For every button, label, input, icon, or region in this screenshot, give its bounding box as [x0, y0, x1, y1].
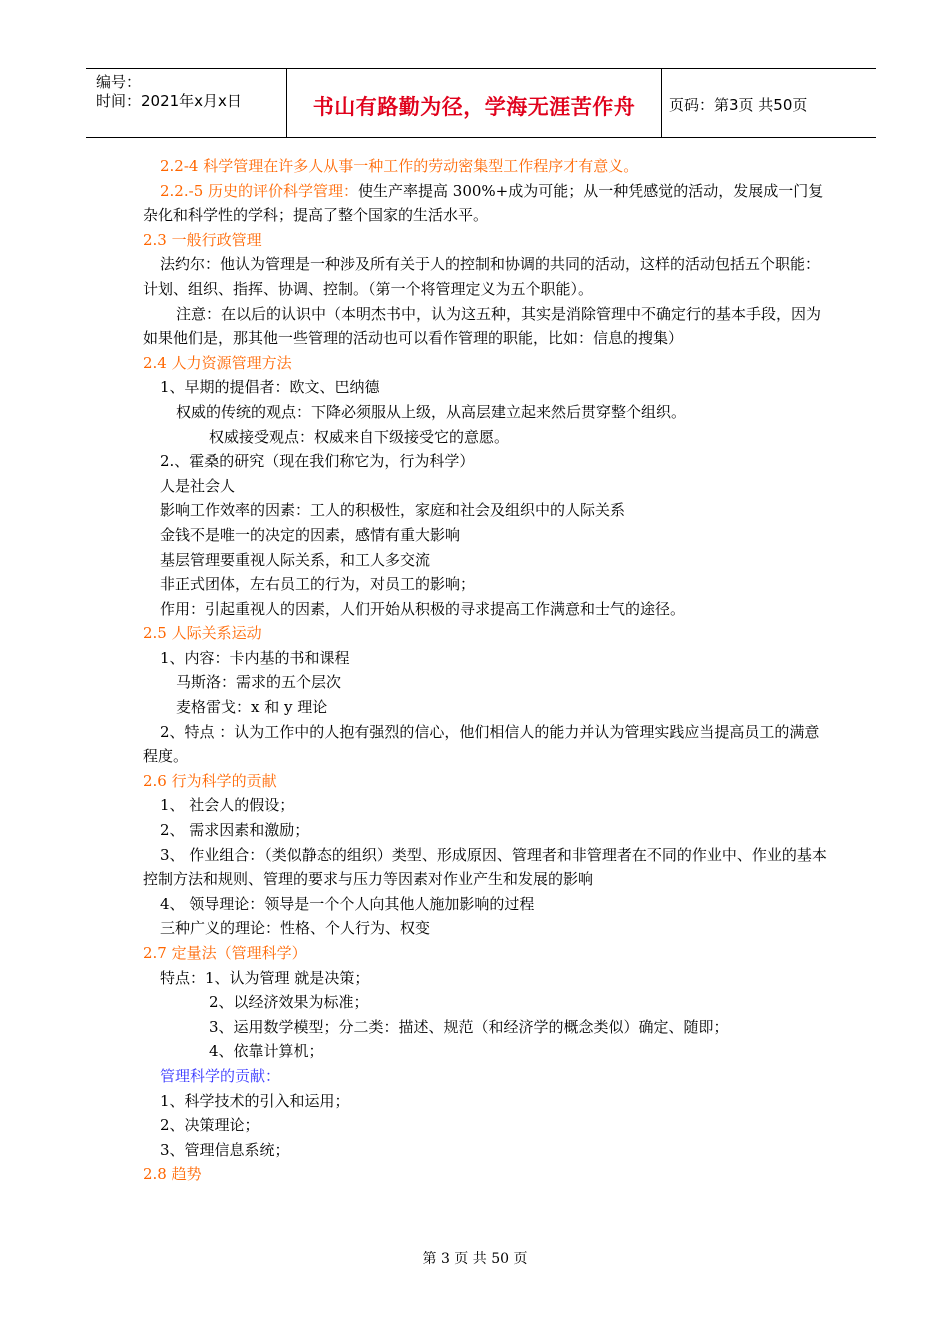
section-heading: 2.2-4 科学管理在许多人从事一种工作的劳动密集型工作程序才有意义。: [160, 157, 639, 175]
paragraph-text: 使生产率提高 300%+成为可能；从一种凭感觉的活动，发展成一门复杂化和科学性的学科；提高了整个国家的生活水平。: [143, 181, 824, 225]
body-paragraph: [143, 179, 833, 228]
body-paragraph: 1、 社会人的假设；: [160, 796, 295, 815]
subsection-heading: 管理科学的贡献：: [160, 1066, 281, 1085]
header-meta-cell: [86, 69, 286, 137]
section-heading: 2.4 人力资源管理方法: [143, 353, 292, 372]
body-paragraph: 3、 作业组合：（类似静态的组织）类型、形成原因、管理者和非管理者在不同的作业中、作业的基本控制方法和规则、管理的要求与压力等因素对作业产生和发展的影响: [143, 845, 827, 889]
body-paragraph: 2.、霍桑的研究（现在我们称它为，行为科学）: [160, 452, 475, 471]
document-number-label: 编号：: [96, 73, 142, 91]
inline-heading: 2.2.-5 历史的评价科学管理：: [160, 181, 359, 200]
page-footer: 第 3 页 共 50 页: [422, 1251, 528, 1267]
body-paragraph: 权威的传统的观点：下降必须服从上级，从高层建立起来然后贯穿整个组织。: [176, 402, 687, 421]
body-paragraph: 马斯洛：需求的五个层次: [176, 673, 342, 692]
body-paragraph: 3、管理信息系统；: [160, 1140, 290, 1159]
header-page-code: 页码：第3页 共50页: [669, 96, 808, 114]
body-paragraph: 基层管理要重视人际关系，和工人多交流: [160, 550, 431, 569]
body-paragraph: 法约尔：他认为管理是一种涉及所有关于人的控制和协调的共同的活动，这样的活动包括五个职能：计划、组织、指挥、协调、控制。（第一个将管理定义为五个职能）。: [143, 255, 821, 298]
section-heading: 2.7 定量法（管理科学）: [143, 944, 307, 962]
body-paragraph: 2、特点 ：认为工作中的人抱有强烈的信心，他们相信人的能力并认为管理实践应当提高员工的满意程度。: [143, 722, 820, 766]
body-paragraph: 特点：1、认为管理 就是决策；: [160, 968, 370, 987]
body-paragraph: 1、内容：卡内基的书和课程: [160, 648, 350, 667]
body-paragraph: 注意：在以后的认识中（本明杰书中，认为这五种，其实是消除管理中不确定行的基本手段，因为如果他们是，那其他一些管理的活动也可以看作管理的职能，比如：信息的搜集）: [143, 304, 822, 348]
section-heading: 2.8 趋势: [143, 1165, 202, 1184]
body-paragraph: 影响工作效率的因素：工人的积极性，家庭和社会及组织中的人际关系: [160, 501, 626, 520]
body-paragraph: 3、运用数学模型；分二类：描述、规范（和经济学的概念类似）确定、随即；: [209, 1017, 729, 1036]
page-header: [86, 68, 876, 138]
body-paragraph: 1、早期的提倡者：欧文、巴纳德: [160, 378, 380, 397]
section-heading: 2.6 行为科学的贡献: [143, 771, 277, 790]
body-paragraph: 金钱不是唯一的决定的因素，感情有重大影响: [160, 525, 461, 544]
section-heading: 2.5 人际关系运动: [143, 624, 262, 643]
body-paragraph: 作用：引起重视人的因素，人们开始从积极的寻求提高工作满意和士气的途径。: [160, 599, 686, 618]
body-paragraph: 麦格雷戈：x 和 y 理论: [176, 698, 328, 717]
header-slogan-cell: [286, 69, 662, 137]
body-paragraph: 4、依靠计算机；: [209, 1042, 324, 1061]
body-paragraph: 三种广义的理论：性格、个人行为、权变: [160, 919, 431, 938]
body-paragraph: 非正式团体，左右员工的行为，对员工的影响；: [160, 575, 476, 594]
body-paragraph: 2、决策理论；: [160, 1116, 260, 1135]
body-paragraph: 人是社会人: [160, 476, 236, 495]
body-paragraph: 2、 需求因素和激励；: [160, 821, 310, 840]
body-paragraph: 权威接受观点：权威来自下级接受它的意愿。: [209, 427, 510, 446]
body-paragraph: 2、以经济效果为标准；: [209, 993, 369, 1012]
section-heading: 2.3 一般行政管理: [143, 230, 262, 249]
document-body: [143, 154, 833, 1187]
header-page-cell: [661, 69, 876, 137]
document-time-label: 时间：2021年x月x日: [96, 92, 242, 110]
header-slogan: 书山有路勤为径，学海无涯苦作舟: [312, 95, 636, 119]
body-paragraph: 1、科学技术的引入和运用；: [160, 1091, 350, 1110]
body-paragraph: 4、 领导理论：领导是一个个人向其他人施加影响的过程: [160, 894, 535, 913]
